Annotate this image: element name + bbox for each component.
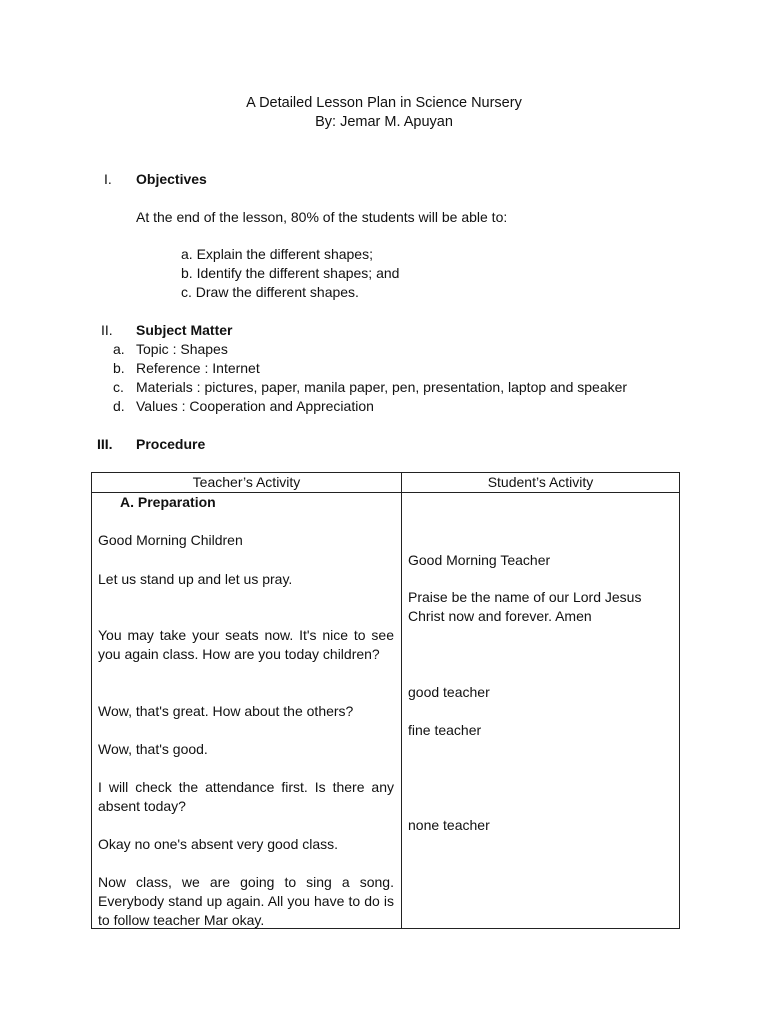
teacher-activity-cell [92,493,402,929]
objective-item: a. Explain the different shapes; [181,246,373,262]
subject-item-values: Values : Cooperation and Appreciation [136,398,374,414]
teacher-line: I will check the attendance first. Is there any absent today? [98,779,394,814]
subject-item-materials: Materials : pictures, paper, manila paper, pen, presentation, laptop and speaker [136,379,628,395]
objectives-numeral: I. [104,171,112,187]
document-title: A Detailed Lesson Plan in Science Nursery [246,95,522,111]
procedure-heading: Procedure [136,436,206,452]
subject-item-marker: c. [113,379,124,395]
student-line: fine teacher [408,722,482,738]
student-line: none teacher [408,817,490,833]
procedure-table [91,472,680,929]
subject-item-marker: b. [113,360,125,376]
teacher-line: Good Morning Children [98,532,243,548]
subject-matter-numeral: II. [101,322,113,338]
procedure-numeral: III. [97,436,113,452]
objective-item: c. Draw the different shapes. [181,284,359,300]
teacher-line: Wow, that's good. [98,741,208,757]
student-line: Praise be the name of our Lord Jesus Christ now and forever. Amen [408,589,642,624]
subject-item-marker: d. [113,398,125,414]
document-author: By: Jemar M. Apuyan [315,114,453,130]
student-line: Good Morning Teacher [408,552,551,568]
subject-matter-heading: Subject Matter [136,322,233,338]
teacher-line: Let us stand up and let us pray. [98,571,293,587]
student-activity-cell [402,493,680,929]
subject-item-topic: Topic : Shapes [136,341,228,357]
objectives-intro: At the end of the lesson, 80% of the students will be able to: [136,209,508,225]
teacher-line: Wow, that's great. How about the others? [98,703,354,719]
subject-item-marker: a. [113,341,125,357]
objectives-heading: Objectives [136,171,207,187]
teacher-line: Okay no one's absent very good class. [98,836,339,852]
teacher-line: You may take your seats now. It's nice to see you again class. How are you today children? [98,627,394,662]
subject-item-reference: Reference : Internet [136,360,260,376]
teacher-line: Now class, we are going to sing a song. Everybody stand up again. All you have to do is to follow teacher Mar okay. [98,874,394,928]
teacher-activity-header: Teacher’s Activity [92,473,402,493]
student-activity-header: Student’s Activity [402,473,680,493]
student-line: good teacher [408,684,490,700]
preparation-section-label: A. Preparation [120,494,216,510]
objective-item: b. Identify the different shapes; and [181,265,400,281]
